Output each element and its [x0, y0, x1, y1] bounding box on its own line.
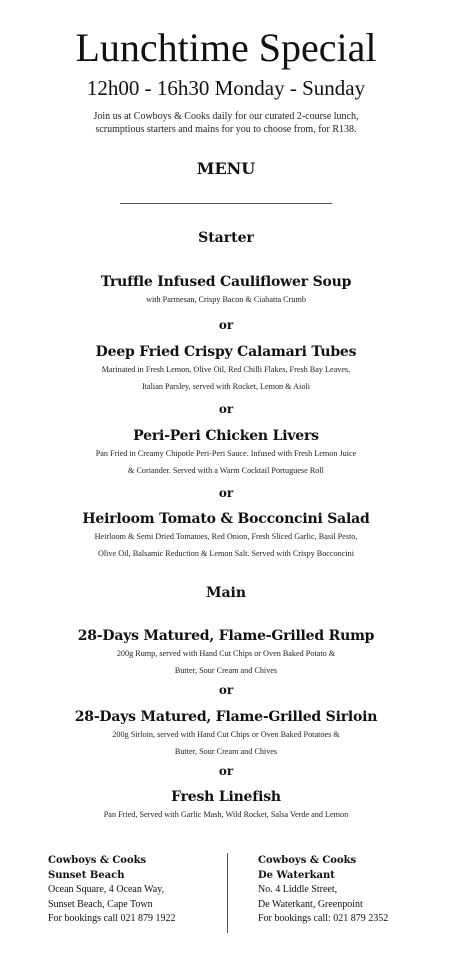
- dish-description: [30, 645, 422, 679]
- location-bookings: For bookings call: 021 879 2352: [258, 913, 389, 924]
- dish-description-line: Italian Parsley, served with Rocket, Lemon & Aioli: [142, 382, 310, 391]
- footer-divider: [227, 853, 228, 933]
- location-branch: De Waterkant: [258, 869, 335, 881]
- dish-description: [30, 445, 422, 479]
- dish-description-line: Heirloom & Semi Dried Tomatoes, Red Onion, Fresh Sliced Garlic, Basil Pesto,: [94, 532, 358, 541]
- dish-description-line: Olive Oil, Balsamic Reduction & Lemon Salt. Served with Crispy Bocconcini: [97, 549, 355, 558]
- location-address: Sunset Beach, Cape Town: [48, 898, 153, 910]
- location-brand: Cowboys & Cooks: [48, 855, 147, 866]
- location-branch: Sunset Beach: [48, 869, 125, 881]
- dish-name: Deep Fried Crispy Calamari Tubes: [95, 344, 357, 360]
- location-de-waterkant: [258, 854, 438, 927]
- or-separator: or: [218, 683, 234, 697]
- dish-name: 28-Days Matured, Flame-Grilled Rump: [77, 628, 375, 644]
- dish-description: [30, 806, 422, 823]
- dish-name: Peri-Peri Chicken Livers: [133, 428, 319, 444]
- or-separator: or: [218, 764, 234, 778]
- main-heading: Main: [205, 585, 247, 601]
- or-separator: or: [218, 318, 234, 332]
- page-title: Lunchtime Special: [75, 25, 377, 70]
- dish-description-line: Marinated in Fresh Lemon, Olive Oil, Red Chilli Flakes, Fresh Bay Leaves,: [101, 365, 351, 374]
- or-separator: or: [218, 486, 234, 500]
- menu-heading: MENU: [196, 159, 256, 178]
- dish-description-line: & Coriander. Served with a Warm Cocktail Portuguese Roll: [128, 466, 324, 475]
- dish-description-line: 200g Rump, served with Hand Cut Chips or Oven Baked Potato &: [116, 649, 336, 658]
- dish-name: Fresh Linefish: [171, 789, 281, 805]
- dish-description-line: Pan Fried, Served with Garlic Mash, Wild Rocket, Salsa Verde and Lemon: [103, 810, 349, 819]
- divider: [120, 203, 332, 204]
- dish-name: Heirloom Tomato & Bocconcini Salad: [82, 511, 370, 527]
- dish-description: [30, 528, 422, 562]
- dish-description: [30, 291, 422, 308]
- dish-name: 28-Days Matured, Flame-Grilled Sirloin: [74, 709, 378, 725]
- dish-description-line: Butter, Sour Cream and Chives: [174, 666, 278, 675]
- location-bookings: For bookings call 021 879 1922: [48, 913, 176, 924]
- dish-description-line: 200g Sirloin, served with Hand Cut Chips or Oven Baked Potatoes &: [112, 730, 340, 739]
- or-separator: or: [218, 402, 234, 416]
- location-address: De Waterkant, Greenpoint: [258, 898, 363, 910]
- starter-heading: Starter: [198, 230, 254, 246]
- location-address: No. 4 Liddle Street,: [258, 884, 338, 895]
- intro-line: Join us at Cowboys & Cooks daily for our curated 2-course lunch,: [93, 111, 359, 122]
- dish-description-line: Pan Fried in Creamy Chipotle Peri-Peri Sauce. Infused with Fresh Lemon Juice: [95, 449, 357, 458]
- dish-description: [30, 361, 422, 395]
- intro-line: scrumptious starters and mains for you to choose from, for R138.: [95, 124, 357, 135]
- location-sunset-beach: [48, 854, 228, 927]
- location-address: Ocean Square, 4 Ocean Way,: [48, 884, 165, 895]
- dish-name: Truffle Infused Cauliflower Soup: [100, 274, 352, 290]
- dish-description-line: with Parmesan, Crispy Bacon & Ciabatta Crumb: [146, 295, 306, 304]
- dish-description: [30, 726, 422, 760]
- opening-hours: 12h00 - 16h30 Monday - Sunday: [86, 76, 366, 100]
- location-brand: Cowboys & Cooks: [258, 855, 357, 866]
- intro-text: [20, 110, 432, 136]
- dish-description-line: Butter, Sour Cream and Chives: [174, 747, 278, 756]
